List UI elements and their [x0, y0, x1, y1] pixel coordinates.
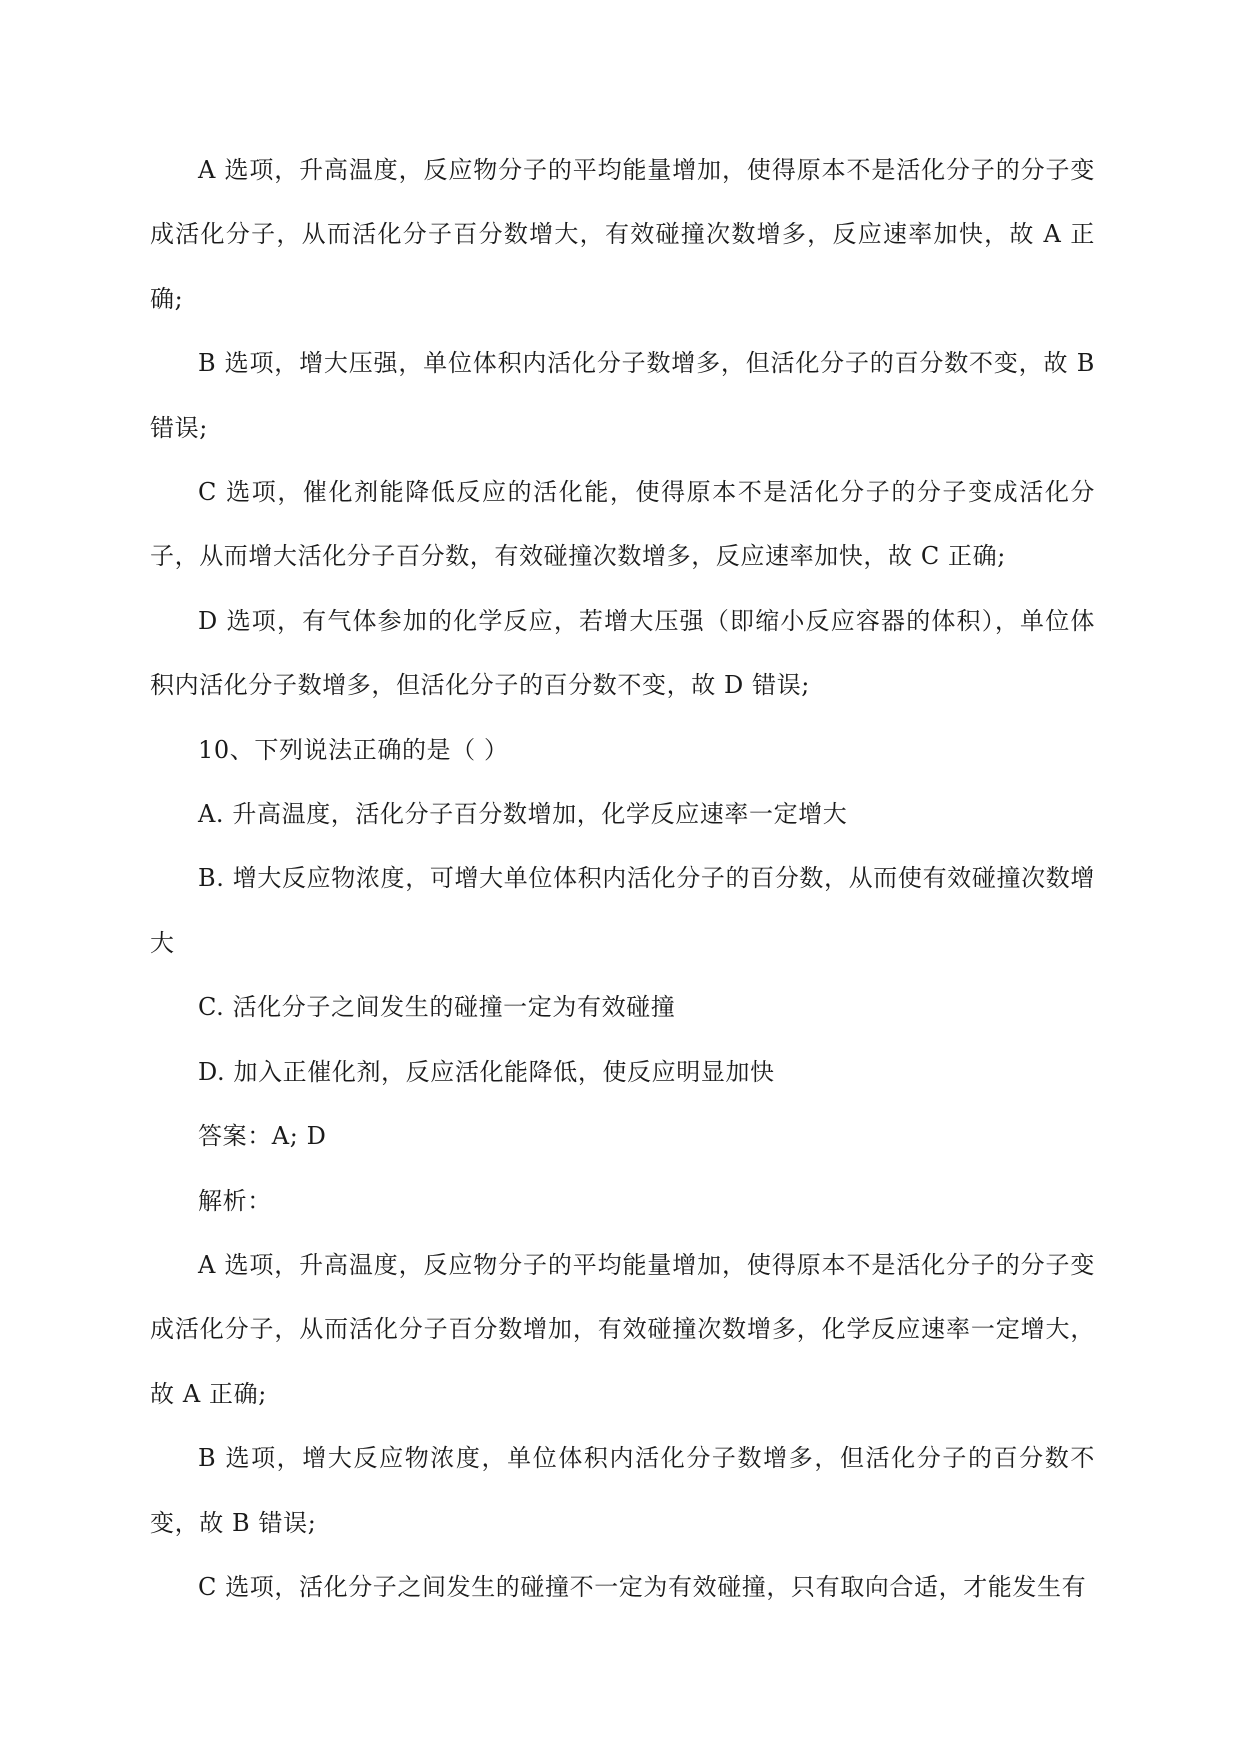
paragraph-option-b-analysis: B 选项，增大压强，单位体积内活化分子数增多，但活化分子的百分数不变，故 B 错误; [150, 349, 1095, 442]
paragraph-option-d-analysis: D 选项，有气体参加的化学反应，若增大压强（即缩小反应容器的体积），单位体积内活化分子数增多，但活化分子的百分数不变，故 D 错误; [150, 606, 1095, 700]
paragraph-option-a-analysis: A 选项，升高温度，反应物分子的平均能量增加，使得原本不是活化分子的分子变成活化分子，从而活化分子百分数增大，有效碰撞次数增多，反应速率加快，故 A 正确; [150, 156, 1095, 313]
question-10-analysis-b: B 选项，增大反应物浓度，单位体积内活化分子数增多，但活化分子的百分数不变，故 B 错误; [150, 1444, 1095, 1537]
question-10-stem: 10、下列说法正确的是（ ） [198, 735, 509, 764]
question-10-analysis-heading: 解析： [198, 1186, 272, 1215]
question-10-option-d: D. 加入正催化剂，反应活化能降低，使反应明显加快 [198, 1057, 775, 1086]
question-10-option-c: C. 活化分子之间发生的碰撞一定为有效碰撞 [198, 993, 676, 1022]
question-10-analysis-c: C 选项，活化分子之间发生的碰撞不一定为有效碰撞，只有取向合适，才能发生有 [198, 1572, 1087, 1601]
paragraph-option-c-analysis: C 选项，催化剂能降低反应的活化能，使得原本不是活化分子的分子变成活化分子，从而增大活化分子百分数，有效碰撞次数增多，反应速率加快，故 C 正确; [150, 478, 1095, 571]
question-10-analysis-a: A 选项，升高温度，反应物分子的平均能量增加，使得原本不是活化分子的分子变成活化分子，从而活化分子百分数增加，有效碰撞次数增多，化学反应速率一定增大，故 A 正确; [150, 1250, 1095, 1408]
question-10-option-b: B. 增大反应物浓度，可增大单位体积内活化分子的百分数，从而使有效碰撞次数增大 [150, 864, 1095, 957]
document-body [150, 138, 1095, 1619]
question-10-answer: 答案：A; D [198, 1122, 327, 1151]
question-10-option-a: A. 升高温度，活化分子百分数增加，化学反应速率一定增大 [198, 800, 848, 829]
